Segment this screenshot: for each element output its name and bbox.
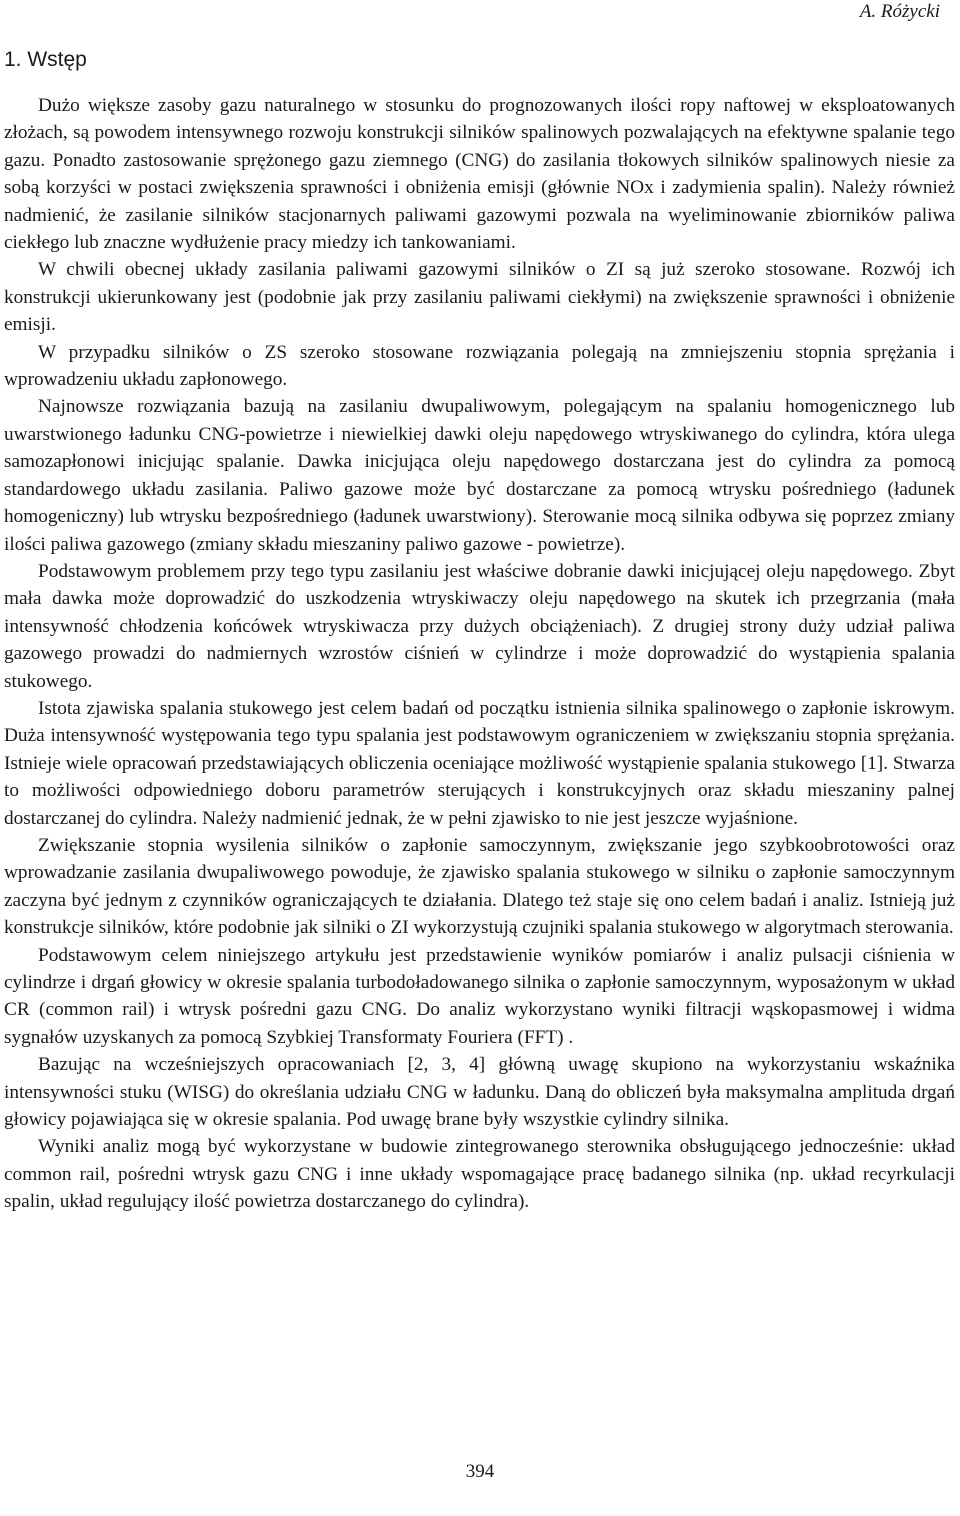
paragraph: Wyniki analiz mogą być wykorzystane w budowie zintegrowanego sterownika obsługującego jednocześnie: układ common rail, pośredni wtrysk gazu CNG i inne układy wspomagające pracę badanego silnika (np. układ recyrkulacji spalin, układ regulujący ilość powietrza dostarczanego do cylindra). — [4, 1136, 955, 1213]
paragraph: Bazując na wcześniejszych opracowaniach [2, 3, 4] główną uwagę skupiono na wykorzystaniu wskaźnika intensywności stuku (WISG) do określania udziału CNG w ładunku. Daną do obliczeń była maksymalna amplituda drgań głowicy pojawiająca się w okresie spalania. Pod uwagę brane były wszystkie cylindry silnika. — [4, 1054, 955, 1131]
paragraph: Podstawowym celem niniejszego artykułu jest przedstawienie wyników pomiarów i analiz pulsacji ciśnienia w cylindrze i drgań głowicy w okresie spalania turbodoładowanego silnika o zapłonie samoczynnym, wyposażonym w układ CR (common rail) i wtrysk pośredni gazu CNG. Do analiz wykorzystano wyniki filtracji wąskopasmowej i widma sygnałów uzyskanych za pomocą Szybkiej Transformaty Fouriera (FFT) . — [4, 944, 955, 1048]
page-number: 394 — [465, 1461, 495, 1482]
section-heading: 1. Wstęp — [4, 48, 87, 71]
paragraph: Dużo większe zasoby gazu naturalnego w stosunku do prognozowanych ilości ropy naftowej w eksploatowanych złożach, są powodem intensywnego rozwoju konstrukcji silników spalinowych pozwalających na efektywne spalanie tego gazu. Ponadto zastosowanie sprężonego gazu ziemnego (CNG) do zasilania tłokowych silników spalinowych niesie za sobą korzyści w postaci zwiększenia sprawności i obniżenia emisji (głównie NOx i zadymienia spalin). Należy również nadmienić, że zasilanie silników stacjonarnych paliwami gazowymi pozwala na wyeliminowanie zbiorników paliwa ciekłego lub znaczne wydłużenie pracy miedzy ich tankowaniami. — [4, 95, 955, 254]
paragraph: W przypadku silników o ZS szeroko stosowane rozwiązania polegają na zmniejszeniu stopnia sprężania i wprowadzeniu układu zapłonowego. — [4, 341, 955, 391]
paragraph: Najnowsze rozwiązania bazują na zasilaniu dwupaliwowym, polegającym na spalaniu homogenicznego lub uwarstwionego ładunku CNG-powietrze i niewielkiej dawki oleju napędowego wtryskiwanego do cylindra, która ulega samozapłonowi inicjując spalanie. Dawka inicjująca oleju napędowego dostarczana jest do cylindra za pomocą standardowego układu zasilania. Paliwo gazowe może być dostarczane za pomocą wtrysku pośredniego (ładunek homogeniczny) lub wtrysku bezpośredniego (ładunek uwarstwiony). Sterowanie mocą silnika odbywa się poprzez zmiany ilości paliwa gazowego (zmiany składu mieszaniny paliwo gazowe - powietrze). — [4, 396, 955, 555]
paragraph: Podstawowym problemem przy tego typu zasilaniu jest właściwe dobranie dawki inicjującej oleju napędowego. Zbyt mała dawka może doprowadzić do uszkodzenia wtryskiwaczy oleju napędowego na skutek ich przegrzania (mała intensywność chłodzenia końcówek wtryskiwacza przy dużych obciążeniach). Z drugiej strony duży udział paliwa gazowego prowadzi do nadmiernych wzrostów ciśnień w cylindrze i może doprowadzić do wystąpienia spalania stukowego. — [4, 560, 955, 692]
body-text — [4, 92, 955, 1216]
paragraph: Zwiększanie stopnia wysilenia silników o zapłonie samoczynnym, zwiększanie jego szybkoobrotowości oraz wprowadzanie zasilania dwupaliwowego powoduje, że zjawisko spalania stukowego w silniku o zapłonie samoczynnym zaczyna być jednym z czynników ograniczających te działania. Dlatego też staje się ono celem badań i analiz. Istnieją już konstrukcje silników, które podobnie jak silniki o ZI wykorzystują czujniki spalania stukowego w algorytmach sterowania. — [4, 834, 955, 939]
paragraph: Istota zjawiska spalania stukowego jest celem badań od początku istnienia silnika spalinowego o zapłonie iskrowym. Duża intensywność występowania tego typu spalania jest podstawowym ograniczeniem w zwiększaniu stopnia sprężania. Istnieje wiele opracowań przedstawiających obliczenia oceniające możliwość wystąpienie spalania stukowego [1]. Stwarza to możliwości odpowiedniego doboru parametrów sterujących i konstrukcyjnych oraz składu mieszaniny palnej dostarczanej do cylindra. Należy nadmienić jednak, że w pełni zjawisko to nie jest jeszcze wyjaśnione. — [4, 697, 955, 829]
paragraph: W chwili obecnej układy zasilania paliwami gazowymi silników o ZI są już szeroko stosowane. Rozwój ich konstrukcji ukierunkowany jest (podobnie jak przy zasilaniu paliwami ciekłymi) na zwiększenie sprawności i obniżenie emisji. — [4, 259, 955, 336]
running-header: A. Różycki — [859, 1, 940, 22]
